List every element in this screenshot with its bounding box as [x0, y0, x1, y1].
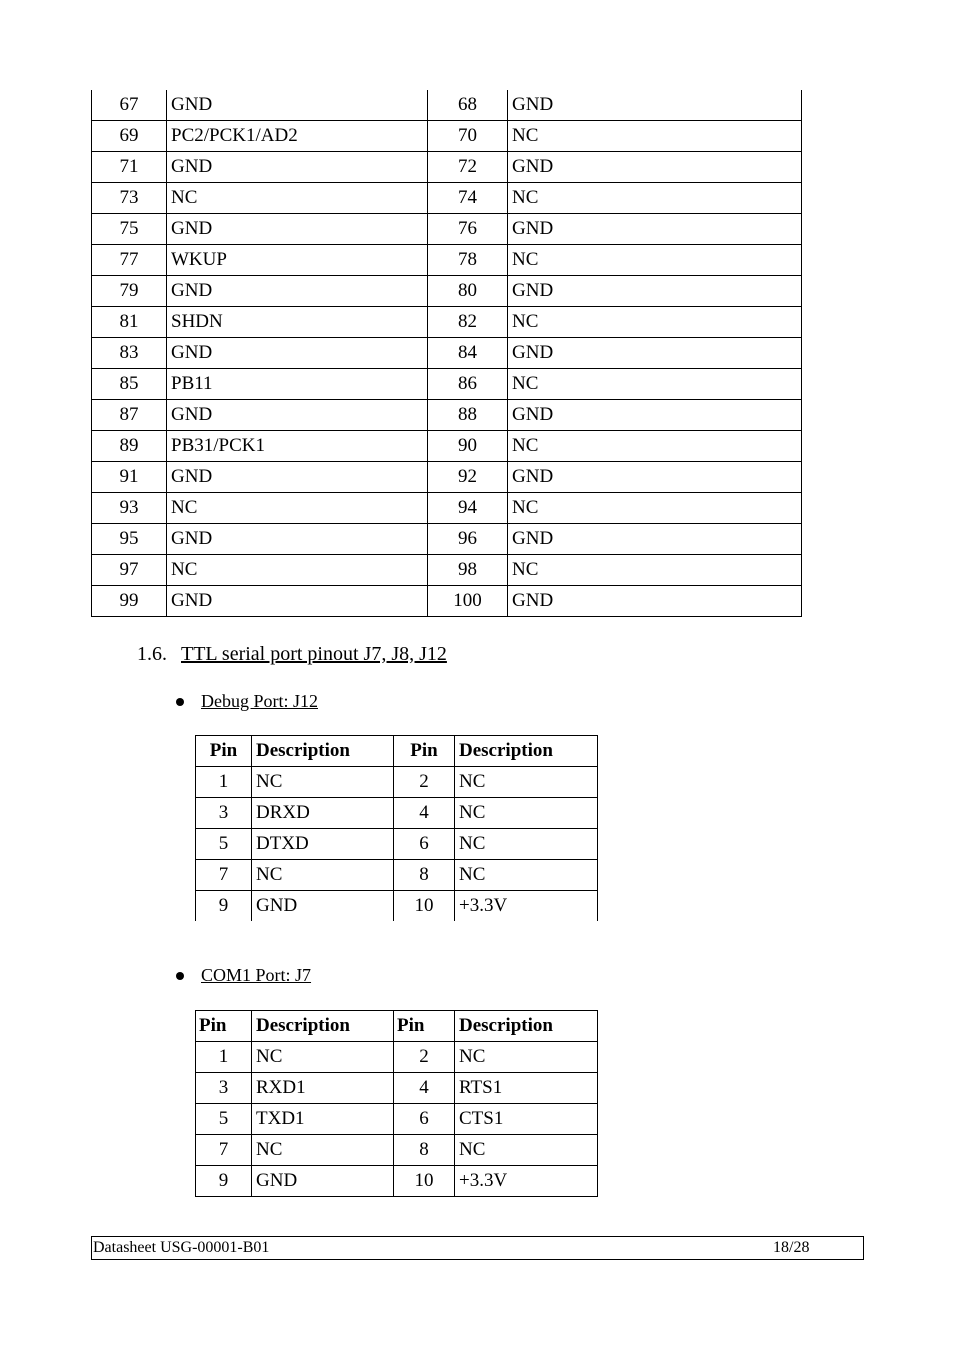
table-row: [92, 400, 802, 431]
pin-number-cell: 96: [428, 524, 508, 555]
pin-table-continued: [91, 90, 802, 617]
debug-port-table: [195, 735, 598, 921]
pin-description-cell: NC: [252, 767, 394, 798]
pin-description-cell: WKUP: [167, 245, 428, 276]
pin-number-cell: 68: [428, 90, 508, 121]
pin-number-cell: 8: [394, 860, 455, 891]
pin-description-cell: NC: [252, 1135, 394, 1166]
pin-number-cell: 2: [394, 767, 455, 798]
table-row: [196, 1042, 598, 1073]
table-row: [92, 214, 802, 245]
section-title: TTL serial port pinout J7, J8, J12: [181, 643, 447, 665]
header-description: Description: [252, 736, 394, 767]
pin-description-cell: NC: [455, 1042, 598, 1073]
pin-number-cell: 98: [428, 555, 508, 586]
pin-description-cell: GND: [167, 400, 428, 431]
pin-description-cell: NC: [167, 555, 428, 586]
table-header-row: [196, 1011, 598, 1042]
pin-number-cell: 1: [196, 767, 252, 798]
pin-description-cell: GND: [167, 524, 428, 555]
table-row: [92, 338, 802, 369]
pin-number-cell: 84: [428, 338, 508, 369]
pin-number-cell: 80: [428, 276, 508, 307]
table-row: [92, 493, 802, 524]
pin-description-cell: NC: [508, 493, 802, 524]
pin-description-cell: GND: [252, 1166, 394, 1197]
table-row: [196, 891, 598, 922]
pin-description-cell: GND: [167, 152, 428, 183]
pin-description-cell: NC: [455, 1135, 598, 1166]
table-header-row: [196, 736, 598, 767]
pin-number-cell: 7: [196, 1135, 252, 1166]
pin-description-cell: GND: [167, 586, 428, 617]
table-row: [196, 1135, 598, 1166]
table-row: [92, 152, 802, 183]
pin-description-cell: RTS1: [455, 1073, 598, 1104]
table-row: [92, 524, 802, 555]
table-row: [92, 276, 802, 307]
table-row: [92, 431, 802, 462]
table-row: [196, 1073, 598, 1104]
pin-description-cell: CTS1: [455, 1104, 598, 1135]
pin-number-cell: 90: [428, 431, 508, 462]
pin-number-cell: 86: [428, 369, 508, 400]
pin-number-cell: 5: [196, 1104, 252, 1135]
pin-description-cell: NC: [508, 431, 802, 462]
pin-number-cell: 89: [92, 431, 167, 462]
pin-number-cell: 6: [394, 1104, 455, 1135]
footer-doc-id: Datasheet USG-00001-B01: [93, 1239, 270, 1256]
section-heading: [137, 643, 447, 666]
pin-number-cell: 82: [428, 307, 508, 338]
table-row: [196, 829, 598, 860]
pin-number-cell: 71: [92, 152, 167, 183]
table-row: [92, 90, 802, 121]
debug-port-label: Debug Port: J12: [201, 691, 318, 711]
pin-number-cell: 9: [196, 891, 252, 922]
section-number: 1.6.: [137, 643, 167, 665]
pin-number-cell: 78: [428, 245, 508, 276]
pin-number-cell: 6: [394, 829, 455, 860]
pin-description-cell: PB11: [167, 369, 428, 400]
pin-description-cell: NC: [508, 183, 802, 214]
bullet-dot-icon: [176, 698, 184, 706]
header-description: Description: [455, 736, 598, 767]
pin-description-cell: GND: [508, 90, 802, 121]
pin-description-cell: NC: [252, 1042, 394, 1073]
pin-description-cell: SHDN: [167, 307, 428, 338]
pin-number-cell: 72: [428, 152, 508, 183]
pin-description-cell: GND: [508, 152, 802, 183]
pin-number-cell: 93: [92, 493, 167, 524]
header-description: Description: [252, 1011, 394, 1042]
header-pin: Pin: [196, 736, 252, 767]
pin-number-cell: 76: [428, 214, 508, 245]
header-pin: Pin: [196, 1011, 252, 1042]
pin-description-cell: DRXD: [252, 798, 394, 829]
pin-description-cell: RXD1: [252, 1073, 394, 1104]
table-row: [196, 1104, 598, 1135]
pin-description-cell: GND: [167, 276, 428, 307]
bullet-com1-port: [176, 965, 311, 986]
table-row: [92, 183, 802, 214]
pin-number-cell: 95: [92, 524, 167, 555]
pin-number-cell: 85: [92, 369, 167, 400]
pin-description-cell: GND: [167, 462, 428, 493]
pin-number-cell: 1: [196, 1042, 252, 1073]
pin-description-cell: NC: [455, 829, 598, 860]
pin-description-cell: NC: [508, 245, 802, 276]
pin-description-cell: GND: [508, 524, 802, 555]
table-row: [196, 1166, 598, 1197]
bullet-debug-port: [176, 691, 318, 712]
pin-number-cell: 67: [92, 90, 167, 121]
pin-description-cell: NC: [508, 369, 802, 400]
table-row: [196, 767, 598, 798]
pin-number-cell: 94: [428, 493, 508, 524]
pin-description-cell: PB31/PCK1: [167, 431, 428, 462]
pin-description-cell: GND: [508, 586, 802, 617]
pin-number-cell: 69: [92, 121, 167, 152]
pin-number-cell: 79: [92, 276, 167, 307]
pin-description-cell: GND: [167, 90, 428, 121]
pin-number-cell: 88: [428, 400, 508, 431]
pin-number-cell: 70: [428, 121, 508, 152]
pin-description-cell: GND: [508, 338, 802, 369]
pin-number-cell: 10: [394, 1166, 455, 1197]
pin-description-cell: NC: [455, 798, 598, 829]
pin-number-cell: 92: [428, 462, 508, 493]
pin-number-cell: 4: [394, 798, 455, 829]
pin-number-cell: 2: [394, 1042, 455, 1073]
table-row: [92, 245, 802, 276]
pin-number-cell: 74: [428, 183, 508, 214]
pin-description-cell: GND: [508, 276, 802, 307]
pin-description-cell: GND: [252, 891, 394, 922]
header-description: Description: [455, 1011, 598, 1042]
pin-number-cell: 87: [92, 400, 167, 431]
pin-number-cell: 3: [196, 1073, 252, 1104]
table-row: [196, 798, 598, 829]
pin-description-cell: NC: [455, 860, 598, 891]
pin-description-cell: NC: [167, 183, 428, 214]
pin-description-cell: GND: [508, 462, 802, 493]
pin-number-cell: 10: [394, 891, 455, 922]
pin-description-cell: NC: [252, 860, 394, 891]
pin-description-cell: GND: [508, 214, 802, 245]
pin-number-cell: 5: [196, 829, 252, 860]
pin-number-cell: 100: [428, 586, 508, 617]
pin-number-cell: 99: [92, 586, 167, 617]
pin-description-cell: NC: [508, 307, 802, 338]
page-footer: [91, 1236, 864, 1260]
pin-description-cell: +3.3V: [455, 891, 598, 922]
pin-description-cell: PC2/PCK1/AD2: [167, 121, 428, 152]
pin-number-cell: 7: [196, 860, 252, 891]
pin-number-cell: 75: [92, 214, 167, 245]
pin-number-cell: 8: [394, 1135, 455, 1166]
header-pin: Pin: [394, 736, 455, 767]
pin-description-cell: NC: [167, 493, 428, 524]
pin-number-cell: 81: [92, 307, 167, 338]
table-row: [196, 860, 598, 891]
pin-number-cell: 3: [196, 798, 252, 829]
pin-number-cell: 9: [196, 1166, 252, 1197]
com1-port-label: COM1 Port: J7: [201, 965, 312, 985]
table-row: [92, 369, 802, 400]
pin-description-cell: GND: [508, 400, 802, 431]
pin-description-cell: GND: [167, 338, 428, 369]
table-row: [92, 462, 802, 493]
pin-number-cell: 91: [92, 462, 167, 493]
pin-description-cell: DTXD: [252, 829, 394, 860]
footer-page-number: 18/28: [773, 1239, 810, 1256]
pin-number-cell: 4: [394, 1073, 455, 1104]
pin-number-cell: 73: [92, 183, 167, 214]
pin-description-cell: TXD1: [252, 1104, 394, 1135]
pin-number-cell: 77: [92, 245, 167, 276]
table-row: [92, 555, 802, 586]
table-row: [92, 307, 802, 338]
pin-description-cell: NC: [455, 767, 598, 798]
bullet-dot-icon: [176, 972, 184, 980]
pin-description-cell: +3.3V: [455, 1166, 598, 1197]
table-row: [92, 586, 802, 617]
table-row: [92, 121, 802, 152]
pin-description-cell: GND: [167, 214, 428, 245]
pin-description-cell: NC: [508, 121, 802, 152]
pin-description-cell: NC: [508, 555, 802, 586]
pin-number-cell: 83: [92, 338, 167, 369]
com1-port-table: [195, 1010, 598, 1197]
pin-number-cell: 97: [92, 555, 167, 586]
header-pin: Pin: [394, 1011, 455, 1042]
